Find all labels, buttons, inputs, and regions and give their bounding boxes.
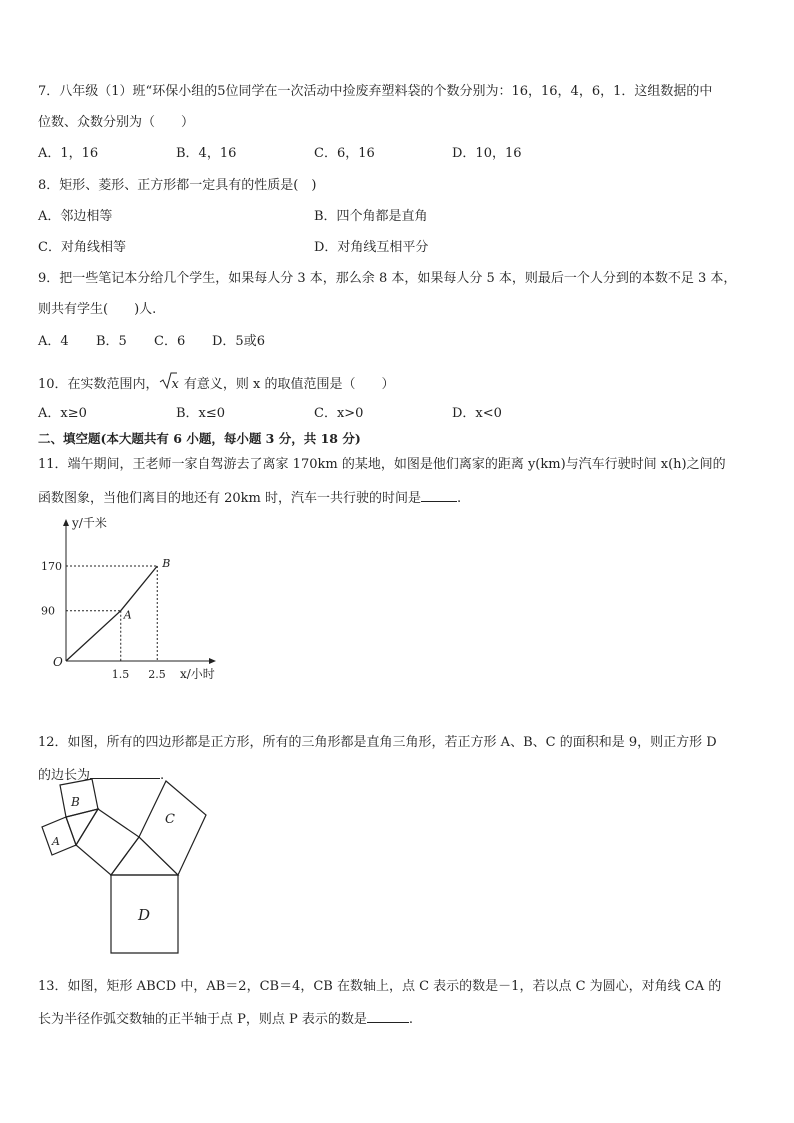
label-b: B: [71, 795, 80, 809]
q7-option-d: D．10，16: [452, 146, 522, 161]
q7-option-c: C．6，16: [314, 146, 375, 161]
y-tick-170: 170: [41, 560, 62, 573]
q9-option-a: A．4: [38, 334, 69, 349]
q11-stem-text: 函数图象，当他们离目的地还有 20km 时，汽车一共行驶的时间是: [38, 491, 422, 506]
label-c: C: [165, 812, 175, 827]
x-tick-1.5: 1.5: [111, 668, 130, 681]
x-axis-label: x/小时: [180, 667, 215, 681]
y-tick-90: 90: [41, 604, 55, 618]
q8-option-c: C．对角线相等: [38, 240, 126, 255]
x-axis-arrow: [209, 658, 216, 664]
q7-option-a: A．1，16: [38, 146, 99, 161]
q10-option-c: C．x>0: [314, 406, 364, 421]
q10-option-d: D．x<0: [452, 406, 502, 421]
label-d: D: [138, 906, 151, 924]
q12-stem-line1: 12．如图，所有的四边形都是正方形，所有的三角形都是直角三角形，若正方形 A、B、C 的面积和是 9，则正方形 D: [38, 735, 717, 750]
q12-stem-end: .: [160, 768, 165, 783]
answer-blank: [421, 489, 457, 502]
q9-stem-line2: 则共有学生( )人.: [38, 302, 157, 317]
q7-stem-line2: 位数、众数分别为（ ）: [38, 115, 195, 130]
q13-stem-line2: [38, 1010, 413, 1029]
q11-stem-line1: 11．端午期间，王老师一家自驾游去了离家 170km 的某地，如图是他们离家的距离 y(km)与汽车行驶时间 x(h)之间的: [38, 457, 726, 472]
q8-option-b: B．四个角都是直角: [314, 209, 428, 224]
pythagoras-squares-figure: [38, 775, 218, 965]
q10-stem: [38, 368, 395, 394]
q9-option-c: C．6: [154, 334, 186, 349]
q7-option-b: B．4，16: [176, 146, 237, 161]
q13-stem-end: .: [408, 1012, 414, 1027]
y-axis-label: y/千米: [72, 516, 107, 530]
q11-stem-line2: [38, 489, 461, 508]
q10-option-b: B．x≤0: [176, 406, 226, 421]
triangle-small: [66, 809, 98, 845]
label-a: A: [52, 835, 60, 848]
point-label-b: B: [162, 557, 171, 570]
q7-stem-line1: 7．八年级（1）班“环保小组的5位同学在一次活动中捡废弃塑料袋的个数分别为：16，16，4，6，1．这组数据的中: [38, 84, 713, 99]
square-c: [139, 781, 206, 875]
q8-option-d: D．对角线互相平分: [314, 240, 429, 255]
q10-option-a: A．x≥0: [38, 406, 87, 421]
q13-stem-line1: 13．如图，矩形 ABCD 中，AB＝2，CB＝4，CB 在数轴上，点 C 表示的数是－1，若以点 C 为圆心，对角线 CA 的: [38, 979, 722, 994]
x-tick-2.5: 2.5: [148, 668, 166, 681]
distance-time-graph: [30, 515, 250, 685]
q8-stem: 8．矩形、菱形、正方形都一定具有的性质是( ): [38, 178, 317, 193]
answer-blank: [367, 1010, 409, 1023]
q10-radicand: x: [171, 377, 179, 392]
q8-option-a: A．邻边相等: [38, 209, 113, 224]
q10-stem-suffix: 有意义，则 x 的取值范围是（ ）: [183, 377, 395, 392]
section-heading: 二、填空题(本大题共有 6 小题，每小题 3 分，共 18 分): [38, 431, 361, 446]
sqrt-symbol: [159, 368, 184, 394]
y-axis-arrow: [63, 519, 69, 526]
square-left-hyp: [76, 809, 139, 875]
point-label-a: A: [123, 608, 132, 622]
origin-label: O: [53, 655, 63, 669]
q11-stem-end: .: [457, 491, 462, 506]
q10-stem-prefix: 10．在实数范围内，: [38, 377, 159, 392]
q9-option-d: D．5或6: [212, 334, 265, 349]
q12-stem-text: 的边长为: [38, 768, 91, 783]
q13-stem-text: 长为半径作弧交数轴的正半轴于点 P，则点 P 表示的数是: [38, 1012, 367, 1027]
q9-stem-line1: 9．把一些笔记本分给几个学生，如果每人分 3 本，那么余 8 本，如果每人分 5 本，则最后一个人分到的本数不足 3 本，: [38, 271, 737, 286]
series-line: [66, 566, 157, 661]
q9-option-b: B．5: [96, 334, 127, 349]
